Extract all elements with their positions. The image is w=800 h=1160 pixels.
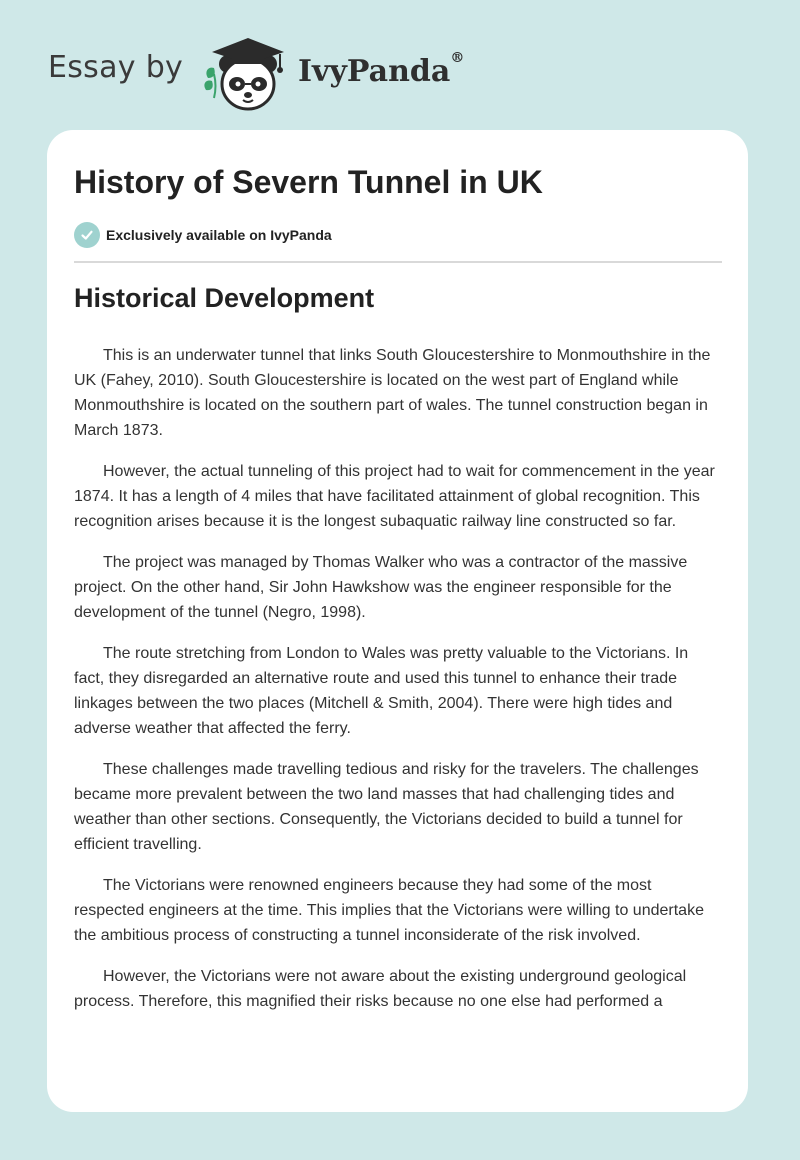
panda-logo-icon[interactable] [202,34,288,114]
registered-mark: ® [450,50,465,66]
paragraph: These challenges made travelling tedious and risky for the travelers. The challenges became more prevalent between the two land masses that had challenging tides and weather than other sections. Consequently, the Victorians decided to build a tunnel for efficient travelling. [74,761,699,853]
brand-name[interactable] [298,50,465,89]
paragraph: The project was managed by Thomas Walker who was a contractor of the massive project. On the other hand, Sir John Hawkshow was the engineer responsible for the development of the tunnel (Negro, 1998). [74,554,688,621]
essay-by-label: Essay by [48,50,184,85]
exclusive-badge [74,222,332,248]
article-body [74,343,722,1030]
check-circle-icon [74,222,100,248]
section-title: Historical Development [74,283,375,313]
paragraph: However, the actual tunneling of this project had to wait for commencement in the year 1874. It has a length of 4 miles that have facilitated attainment of global recognition. This recognition arises because it is the longest subaquatic railway line constructed so far. [74,463,715,530]
paragraph: The Victorians were renowned engineers because they had some of the most respected engineers at the time. This implies that the Victorians were willing to undertake the ambitious process of constructing a tunnel inconsiderate of the risk involved. [74,877,704,944]
paragraph: However, the Victorians were not aware about the existing underground geological process. Therefore, this magnified their risks because no one else had performed a [74,968,687,1010]
title-divider [74,261,722,263]
paragraph: The route stretching from London to Wales was pretty valuable to the Victorians. In fact, they disregarded an alternative route and used this tunnel to enhance their trade linkages between the two places (Mitchell & Smith, 2004). There were high tides and adverse weather that affected the ferry. [74,645,689,737]
site-header [48,30,748,120]
article-card [47,130,748,1112]
paragraph: This is an underwater tunnel that links South Gloucestershire to Monmouthshire in the UK (Fahey, 2010). South Gloucestershire is located on the west part of England while Monmouthshire is located on the southern part of wales. The tunnel construction began in March 1873. [74,347,711,439]
brand-text: IvyPanda [298,54,451,89]
page-title: History of Severn Tunnel in UK [74,164,543,200]
exclusive-badge-text: Exclusively available on IvyPanda [106,227,332,243]
